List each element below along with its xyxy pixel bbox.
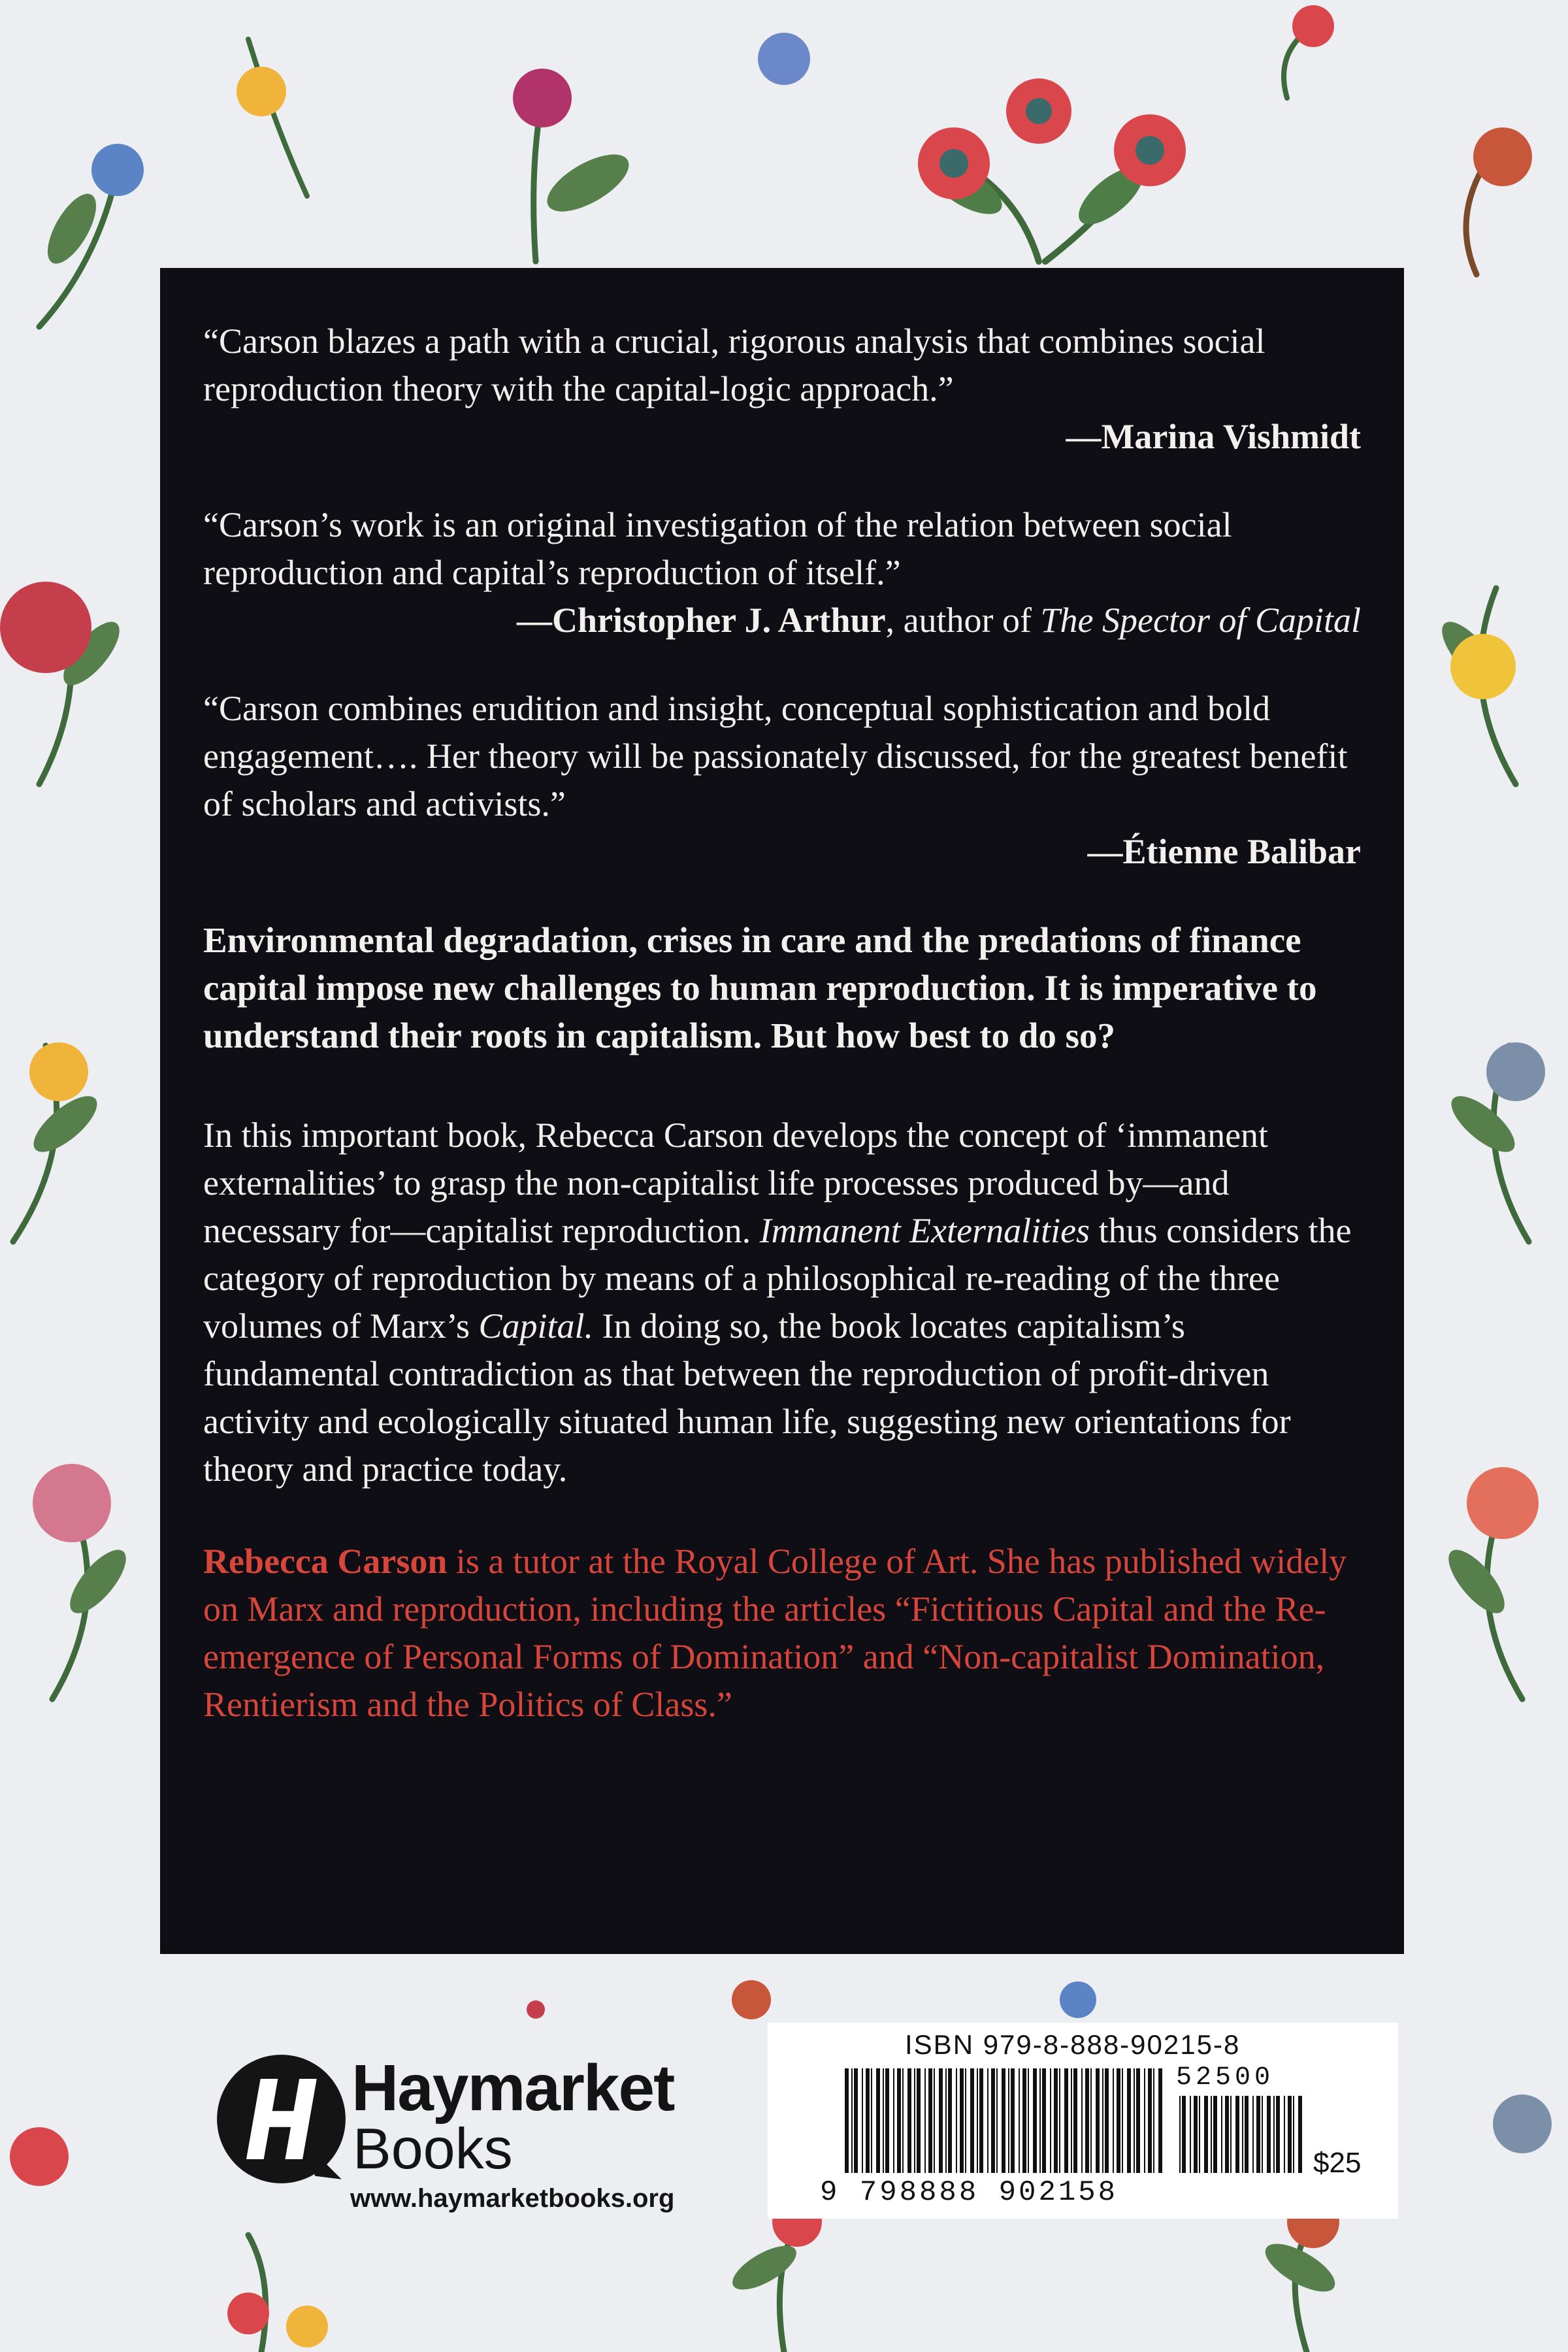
quote-attribution <box>203 413 1361 461</box>
quote-author: —Étienne Balibar <box>1087 832 1361 871</box>
price-code: 52500 <box>1176 2063 1275 2093</box>
author-bio-text: is a tutor at the Royal College of Art. She has published widely on Marx and reproduction, including the articles “Fictitious Capital and the Re-emergence of Personal Forms of Domination” and “Non-capitalist Domination, Rentierism and the Politics of Class.” <box>203 1542 1347 1724</box>
quote-author: —Christopher J. Arthur <box>517 601 886 640</box>
isbn-barcode <box>768 2023 1398 2219</box>
author-name: Rebecca Carson <box>203 1542 448 1581</box>
capital-title-italic: Capital. <box>478 1306 593 1346</box>
description-text: thus considers the category of reproduction by means of a philosophical re-reading of the three volumes of Marx’s <box>203 1211 1352 1346</box>
isbn-digits: 9 798888 902158 <box>820 2176 1119 2209</box>
quote-text: “Carson blazes a path with a crucial, rigorous analysis that combines social reproduction theory with the capital-logic approach.” <box>203 322 1266 408</box>
publisher-name-line2: Books <box>353 2116 513 2181</box>
back-cover-panel <box>160 268 1404 1954</box>
description-text: In this important book, Rebecca Carson develops the concept of ‘immanent externalities’ to grasp the non-capitalist life processes produced by—and necessary for—capitalist reproduction. <box>203 1116 1269 1250</box>
quote-text: “Carson combines erudition and insight, conceptual sophistication and bold engagement…. Her theory will be passionately discussed, for the greatest benefit of scholars and activists.” <box>203 689 1348 823</box>
blurb-quote <box>203 318 1361 461</box>
haymarket-h-logo-icon <box>214 2052 348 2186</box>
lead-paragraph: Environmental degradation, crises in care and the predations of finance capital impose new challenges to human reproduction. It is imperative to understand their roots in capitalism. But how best to do so? <box>203 920 1317 1055</box>
blurb-quote <box>203 501 1361 644</box>
blurb-quote <box>203 685 1361 876</box>
publisher-url[interactable]: www.haymarketbooks.org <box>350 2184 675 2213</box>
description-text: In doing so, the book locates capitalism’s fundamental contradiction as that between the reproduction of profit-driven activity and ecologically situated human life, suggesting new orientations for theory and practice today. <box>203 1306 1291 1489</box>
isbn-label: ISBN 979-8-888-90215-8 <box>905 2029 1241 2060</box>
barcode-bars <box>845 2068 1165 2173</box>
quote-author: —Marina Vishmidt <box>1066 417 1361 456</box>
author-bio <box>203 1538 1361 1729</box>
book-title-italic: Immanent Externalities <box>759 1211 1090 1250</box>
publisher-logo-block <box>201 2046 711 2222</box>
quote-attribution <box>203 597 1361 644</box>
description-paragraph <box>203 1112 1361 1493</box>
price-label: $25 <box>1313 2147 1362 2179</box>
quote-text: “Carson’s work is an original investigation of the relation between social reproduction and capital’s reproduction of itself.” <box>203 505 1232 592</box>
quote-author-role: , author of <box>885 601 1041 640</box>
quote-attribution <box>203 828 1361 876</box>
barcode-addon-bars <box>1179 2096 1303 2173</box>
quote-author-work: The Spector of Capital <box>1040 601 1361 640</box>
publisher-name: Haymarket <box>351 2051 674 2125</box>
